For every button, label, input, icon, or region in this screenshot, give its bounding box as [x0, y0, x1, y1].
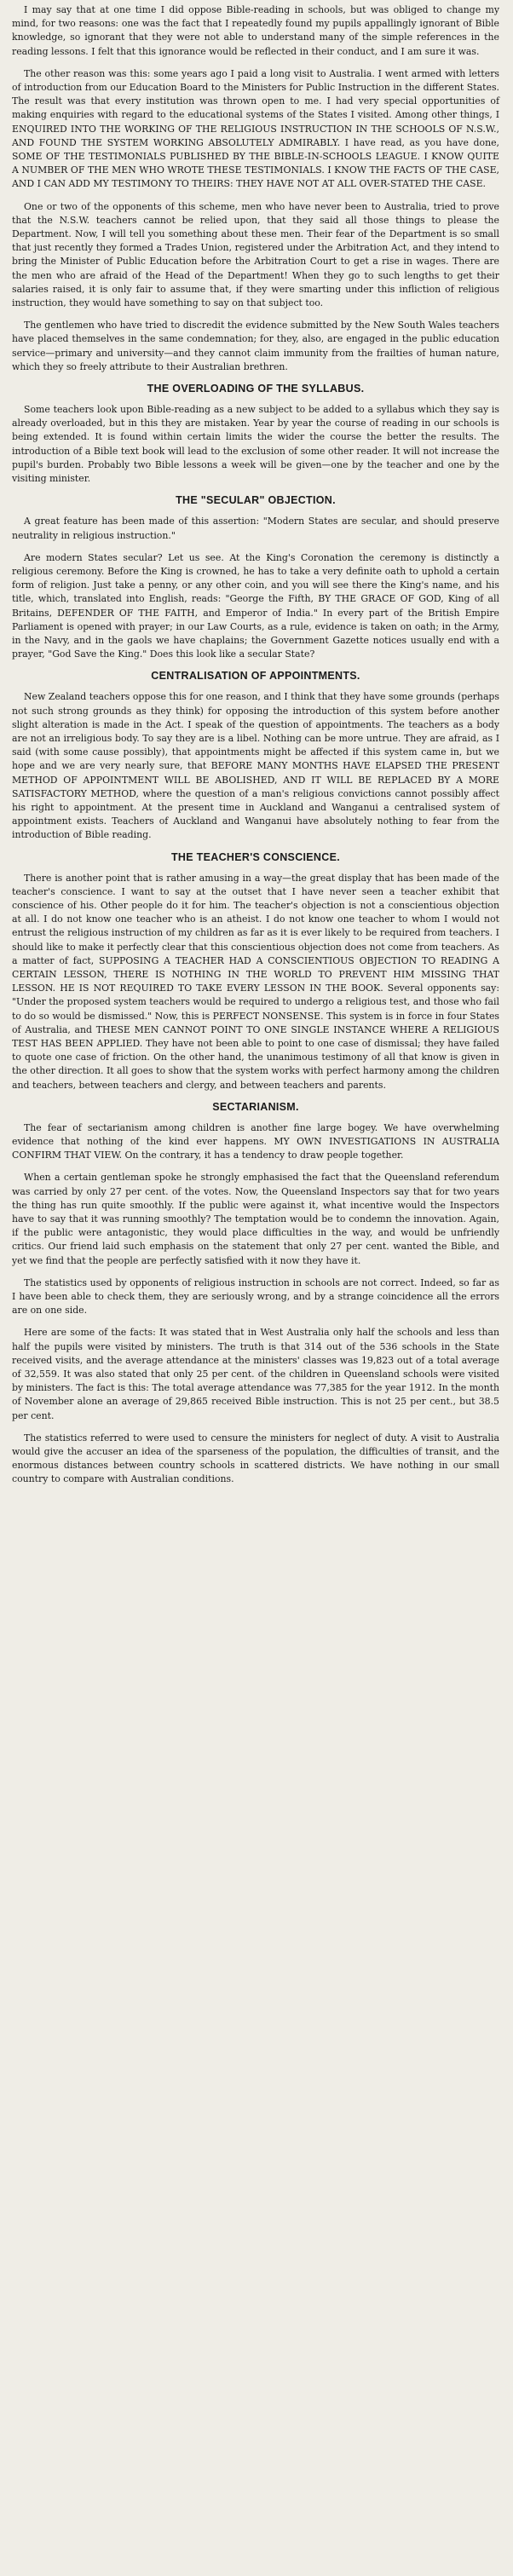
heading-teachers-conscience: THE TEACHER'S CONSCIENCE.	[171, 850, 340, 863]
paragraph-modern-states-secular: Are modern States secular? Let us see. At the King's Coronation the ceremony is distinctly a religious ceremony. Before the King is crowned, he has to take a very definite oath to uphold a certain form of religion. Just take a penny, or any other coin, and you will see there the King's name, and his title, which, translated into English, reads: "George the Fifth, BY THE GRACE OF GOD, King of all Britains, DEFENDER OF THE FAITH, and Emperor of India." In every part of the British Empire Parliament is opened with prayer; in our Law Courts, as a rule, evidence is taken on oath; in the Army, in the Navy, and in the gaols we have chaplains; the Government Gazette notices usually end with a prayer, "God Save the King." Does this look like a secular State?	[12, 551, 499, 660]
paragraph-opponents-teachers-union: One or two of the opponents of this scheme, men who have never been to Australia, tried to prove that the N.S.W. teachers cannot be relied upon, that they said all those things to please the Department. Now, I will tell you something about these men. Their fear of the Department is so small that just recently they formed a Trades Union, registered under the Arbitration Act, and they intend to bring the Minister of Public Education before the Arbitration Court to get a rise in wages. There are the men who are afraid of the Head of the Department! When they go to such lengths to get their salaries raised, it is only fair to assume that, if they were smarting under this infliction of religious instruction, they would have something to say on that subject too.	[12, 200, 499, 309]
paragraph-gentlemen-discredit: The gentlemen who have tried to discredit the evidence submitted by the New South Wales teachers have placed themselves in the same condemnation; for they, also, are engaged in the public education service—primary and university—and they cannot claim immunity from the frailties of human nature, which they so freely attribute to their Australian brethren.	[12, 320, 499, 372]
paragraph-facts-statistics: Here are some of the facts: It was stated that in West Australia only half the schools and less than half the pupils were visited by ministers. The truth is that 314 out of the 536 schools in the State received visits, and the average attendance at the ministers' classes was 19,823 out of a total average of 32,559. It was also stated that only 25 per cent. of the children in Queensland schools were visited by ministers. The fact is this: The total average attendance was 77,385 for the year 1912. In the month of November alone an average of 29,865 received Bible instruction. This is not 25 per cent., but 38.5 per cent.	[12, 1327, 499, 1421]
heading-overloading-syllabus: THE OVERLOADING OF THE SYLLABUS.	[147, 383, 365, 395]
paragraph-australia-visit: The other reason was this: some years ago I paid a long visit to Australia. I went armed with letters of introduction from our Education Board to the Ministers for Public Instruction in the different States. The result was that every institution was thrown open to me. I had very special opportunities of making enquiries with regard to the educational systems of the States I visited. Among other things, I ENQUIRED INTO THE WORKING OF THE RELIGIOUS INSTRUCTION IN THE SCHOOLS OF N.S.W., AND FOUND THE SYSTEM WORKING ABSOLUTELY ADMIRABLY. I have read, as you have done, SOME OF THE TESTIMONIALS PUBLISHED BY THE BIBLE-IN-SCHOOLS LEAGUE. I KNOW QUITE A NUMBER OF THE MEN WHO WROTE THESE TESTIMONIALS. I KNOW THE FACTS OF THE CASE, AND I CAN ADD MY TESTIMONY TO THEIRS: THEY HAVE NOT AT ALL OVER-STATED THE CASE.	[12, 67, 499, 190]
paragraph-syllabus: Some teachers look upon Bible-reading as a new subject to be added to a syllabus which they say is already overloaded, but in this they are mistaken. Year by year the course of reading in our schools is being extended. It is found within certain limits the wider the course the better the results. The introduction of a Bible text book will lead to the exclusion of some other reader. It will not increase the pupil's burden. Probably two Bible lessons a week will be given—one by the teacher and one by the visiting minister.	[12, 404, 499, 485]
paragraph-conscience: There is another point that is rather amusing in a way—the great display that has been made of the teacher's conscience. I want to say at the outset that I have never seen a teacher exhibit that conscience of his. Other people do it for him. The teacher's objection is not a conscientious objection at all. I do not know one teacher who is an atheist. I do not know one teacher to whom I would not entrust the religious instruction of my children as far as it is ever likely to be required from teachers. I should like to make it perfectly clear that this conscientious objection does not come from teachers. As a matter of fact, SUPPOSING A TEACHER HAD A CONSCIENTIOUS OBJECTION TO READING A CERTAIN LESSON, THERE IS NOTHING IN THE WORLD TO PREVENT HIM MISSING THAT LESSON. HE IS NOT REQUIRED TO TAKE EVERY LESSON IN THE BOOK. Several opponents say: "Under the proposed system teachers would be required to undergo a religious test, and those who fail to do so would be dismissed." Now, this is PERFECT NONSENSE. This system is in force in four States of Australia, and THESE MEN CANNOT POINT TO ONE SINGLE INSTANCE WHERE A RELIGIOUS TEST HAS BEEN APPLIED. They have not been able to point to one case of dismissal; they have failed to quote one case of friction. On the other hand, the unanimous testimony of all that know is given in the other direction. It all goes to show that the system works with perfect harmony among the children and teachers, between teachers and clergy, and between teachers and parents.	[12, 872, 499, 1091]
paragraph-bible-reading-change: I may say that at one time I did oppose Bible-reading in schools, but was obliged to change my mind, for two reasons: one was the fact that I repeatedly found my pupils appallingly ignorant of Bible knowledge, so ignorant that they were not able to understand many of the simple references in the reading lessons. I felt that this ignorance would be reflected in their conduct, and I am sure it was.	[12, 4, 499, 57]
paragraph-appointments: New Zealand teachers oppose this for one reason, and I think that they have some grounds (perhaps not such strong grounds as they think) for opposing the introduction of this system before another slight alteration is made in the Act. I speak of the question of appointments. The teachers as a body are not an irreligious body. To say they are is a libel. Nothing can be more untrue. They are afraid, as I said (with some cause possibly), that appointments might be affected if this system came in, but we hope and we are very nearly sure, that BEFORE MANY MONTHS HAVE ELAPSED THE PRESENT METHOD OF APPOINTMENT WILL BE ABOLISHED, AND IT WILL BE REPLACED BY A MORE SATISFACTORY METHOD, where the question of a man's religious convictions cannot possibly affect his right to appointment. At the present time in Auckland and Wanganui a centralised system of appointment exists. Teachers of Auckland and Wanganui have absolutely nothing to fear from the introduction of Bible reading.	[12, 691, 499, 841]
paragraph-secular-assertion: A great feature has been made of this assertion: "Modern States are secular, and should preserve neutrality in religious instruction."	[12, 516, 499, 541]
heading-centralisation-appointments: CENTRALISATION OF APPOINTMENTS.	[151, 670, 360, 683]
paragraph-queensland-referendum: When a certain gentleman spoke he strongly emphasised the fact that the Queensland referendum was carried by only 27 per cent. of the votes. Now, the Queensland Inspectors say that for two years the thing has run quite smoothly. If the public were against it, what incentive would the Inspectors have to say that it was running smoothly? The temptation would be to condemn the innovation. Again, if the public were antagonistic, they would place difficulties in the way, and would be unfriendly critics. Our friend laid such emphasis on the statement that only 27 per cent. wanted the Bible, and yet we find that the people are perfectly satisfied with it now they have it.	[12, 1172, 499, 1266]
paragraph-statistics-incorrect: The statistics used by opponents of religious instruction in schools are not correct. Indeed, so far as I have been able to check them, they are seriously wrong, and by a strange coincidence all the errors are on one side.	[12, 1276, 499, 1317]
heading-sectarianism: SECTARIANISM.	[212, 1100, 299, 1113]
heading-secular-objection: THE "SECULAR" OBJECTION.	[176, 494, 336, 507]
paragraph-sectarianism-fear: The fear of sectarianism among children is another fine large bogey. We have overwhelming evidence that nothing of the kind ever happens. MY OWN INVESTIGATIONS IN AUSTRALIA CONFIRM THAT VIEW. On the contrary, it has a tendency to draw people together.	[12, 1121, 499, 1161]
paragraph-ministers-neglect: The statistics referred to were used to censure the ministers for neglect of duty. A visit to Australia would give the accuser an idea of the sparseness of the population, the difficulties of transit, and the enormous distances between country schools in scattered districts. We have nothing in our small country to compare with Australian conditions.	[12, 1432, 499, 1485]
